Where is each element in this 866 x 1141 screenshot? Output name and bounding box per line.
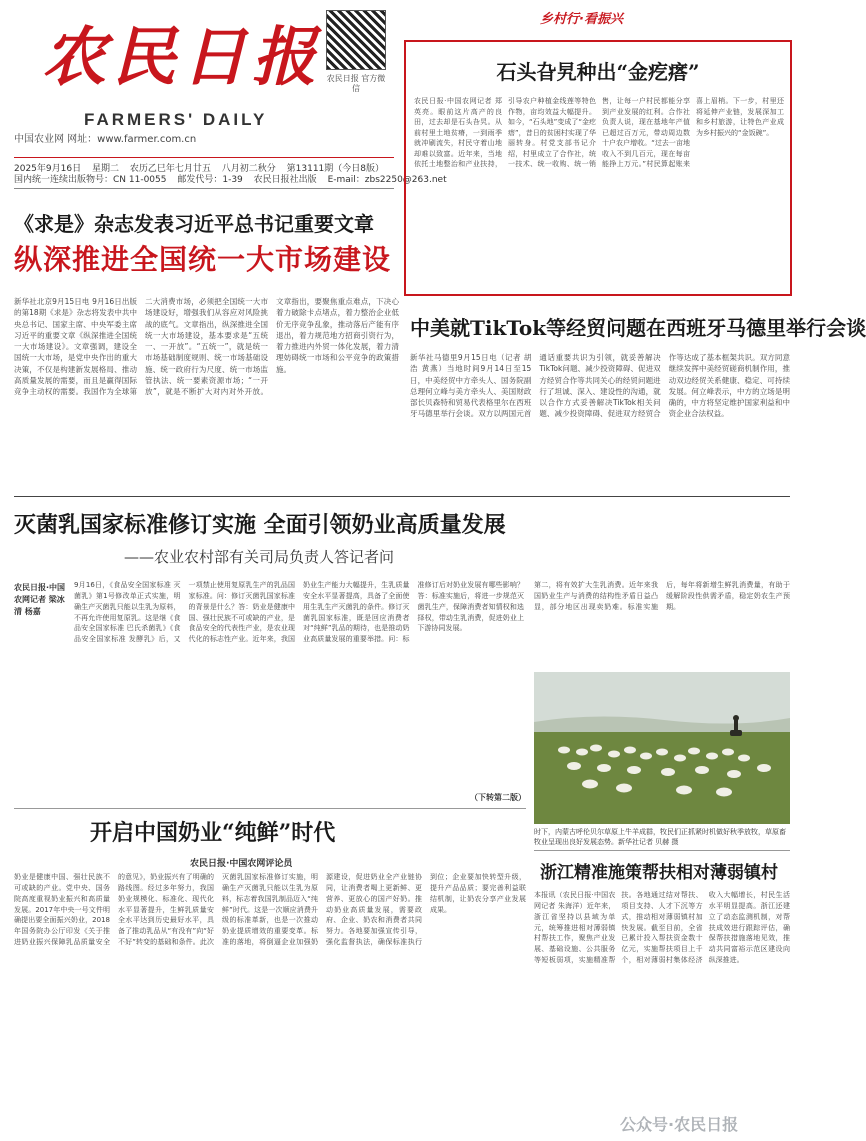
dairy-body-continued: 第二，将有效扩大生乳消费。近年来我国奶业生产与消费的结构性矛盾日益凸显，部分地区出现卖奶难。标准实施后，每年将新增生鲜乳消费量，有助于缓解阶段性供需矛盾，稳定奶农生产预期。 xyxy=(534,581,790,611)
website-line[interactable]: 中国农业网 网址：www.farmer.com.cn xyxy=(14,134,197,145)
issue-date: 2025年9月16日 xyxy=(14,164,82,174)
tiktok-headline[interactable]: 中美就TikTok等经贸问题在西班牙马德里举行会谈 xyxy=(410,316,866,340)
feature-article[interactable] xyxy=(404,40,792,296)
feature-title: 石头旮旯种出“金疙瘩” xyxy=(496,60,700,84)
newspaper-title: 农民日报 xyxy=(42,20,322,95)
issue-number: 第13111期（今日8版） xyxy=(286,164,384,174)
section-divider-2 xyxy=(14,808,526,809)
dairy-body: 9月16日，《食品安全国家标准 灭菌乳》第1号修改单正式实施，明确生产灭菌乳只能以生乳为原料，不再允许使用复原乳。这是继《食品安全国家标准 巴氏杀菌乳》《食品安全国家标准 发酵乳》后，又一项禁止使用复原乳生产的乳品国家标准。问：修订灭菌乳国家标准的背景是什么？答：奶业是健康中国、强壮民族不可或缺的产业，是食品安全的代表性产业，是农业现代化的标志性产业。近年来，我国奶业生产能力大幅提升，生乳质量安全水平显著提高，具备了全面使用生乳生产灭菌乳的条件。修订灭菌乳国家标准，既是回应消费者对“纯鲜”乳品的期待，也是推动奶业高质量发展的重要举措。问：标准修订后对奶业发展有哪些影响？答：标准实施后，将进一步规范灭菌乳生产，保障消费者知情权和选择权，带动生乳消费，促进奶业上下游协同发展。 xyxy=(74,581,524,644)
section-divider-3 xyxy=(534,850,790,851)
qr-code-icon xyxy=(326,10,386,70)
dairy-subtitle: ——农业农村部有关司局负责人答记者问 xyxy=(124,548,395,566)
lead-headline[interactable]: 纵深推进全国统一大市场建设 xyxy=(14,243,392,276)
continued-note: （下转第二版） xyxy=(470,793,526,802)
column-tag xyxy=(540,8,623,27)
zhejiang-headline[interactable]: 浙江精准施策帮扶相对薄弱镇村 xyxy=(540,863,778,883)
lunar-date: 农历乙巳年七月廿五 xyxy=(129,164,211,174)
commentary-byline: 农民日报·中国农网评论员 xyxy=(190,859,293,869)
publication-info xyxy=(14,172,447,189)
publisher: 农民日报社出版 xyxy=(253,175,317,185)
commentary-headline[interactable]: 开启中国奶业“纯鲜”时代 xyxy=(90,820,336,846)
dairy-byline: 农民日报·中国农网记者 梁冰清 杨嘉 xyxy=(14,583,66,616)
email[interactable]: E-mail：zbs2250@263.net xyxy=(327,175,447,185)
lead-subtitle: 《求是》杂志发表习近平总书记重要文章 xyxy=(14,212,374,236)
cn-code: 国内统一连续出版物号：CN 11-0055 xyxy=(14,175,167,185)
wechat-watermark: 公众号·农民日报 xyxy=(620,1115,739,1134)
commentary-body: 奶业是健康中国、强壮民族不可或缺的产业。党中央、国务院高度重视奶业振兴和高质量发展。2017年中央一号文件明确提出要全面振兴奶业，2018年国务院办公厅印发《关于推进奶业振兴保障乳品质量安全的意见》，奶业振兴有了明确的路线图。经过多年努力，我国奶业规模化、标准化、现代化水平显著提升，生鲜乳质量安全水平达到历史最好水平，具备了推动乳品从“有没有”向“好不好”转变的基础和条件。此次灭菌乳国家标准修订实施，明确生产灭菌乳只能以生乳为原料，标志着我国乳制品迈入“纯鲜”时代。这是一次顺应消费升级的标准革新，也是一次推动奶业提质增效的重要变革。标准的落地，将倒逼企业加强奶源建设，促进奶业全产业链协同，让消费者喝上更新鲜、更营养、更放心的国产好奶。推动奶业高质量发展，需要政府、企业、奶农和消费者共同努力。各地要加强宣传引导，强化监督执法，确保标准执行到位；企业要加快转型升级，提升产品品质；要完善利益联结机制，让奶农分享产业发展成果。 xyxy=(14,873,526,947)
sheep-flock-image xyxy=(534,672,790,824)
newspaper-title-en: FARMERS' DAILY xyxy=(84,110,268,129)
postal-code: 邮发代号：1-39 xyxy=(177,175,243,185)
qr1-caption: 农民日报 官方微信 xyxy=(326,74,386,93)
solar-term: 八月初二秋分 xyxy=(221,164,276,174)
masthead xyxy=(14,6,394,156)
lead-body: 新华社北京9月15日电 9月16日出版的第18期《求是》杂志将发表中共中央总书记、国家主席、中央军委主席习近平的重要文章《纵深推进全国统一大市场建设》。文章强调，建设全国统一大市场，是党中央作出的重大决策，不仅是构建新发展格局、推动高质量发展的需要，而且是赢得国际竞争主动权的需要。我国作为全球第二大消费市场，必须把全国统一大市场建设好，增强我们从容应对风险挑战的底气。文章指出，纵深推进全国统一大市场建设，基本要求是“五统一、一开放”。“五统一”，就是统一市场基础制度规则、统一市场基础设施、统一政府行为尺度、统一市场监管执法、统一要素资源市场；“一开放”，就是不断扩大对内对外开放。文章指出，要聚焦重点难点，下决心着力破除卡点堵点，着力整治企业低价无序竞争乱象，推动落后产能有序退出，着力规范地方招商引资行为，着力推进内外贸一体化发展，着力清理妨碍统一市场和公平竞争的政策措施。 xyxy=(14,297,399,396)
zhejiang-body: 本报讯（农民日报·中国农网记者 朱海洋）近年来，浙江省坚持以县域为单元，统筹推进相对薄弱镇村帮扶工作，聚焦产业发展、基础设施、公共服务等短板弱项，实施精准帮扶。各地通过结对帮扶、项目支持、人才下沉等方式，推动相对薄弱镇村加快发展。截至目前，全省已累计投入帮扶资金数十亿元，实施帮扶项目上千个，相对薄弱村集体经济收入大幅增长，村民生活水平明显提高。浙江还建立了动态监测机制，对帮扶成效进行跟踪评估，确保帮扶措施落地见效，推动共同富裕示范区建设向纵深推进。 xyxy=(534,891,790,965)
dairy-headline[interactable]: 灭菌乳国家标准修订实施 全面引领奶业高质量发展 xyxy=(14,512,506,538)
grassland-photo xyxy=(534,672,790,824)
section-divider xyxy=(14,496,790,497)
weekday: 星期二 xyxy=(91,164,119,174)
feature-body: 农民日报·中国农网记者 郑英亮。眼前这片高产的良田，过去却是石头旮旯。从前村里土地贫瘠，一到雨季就冲刷流失，村民守着山地却难以致富。近年来，当地依托土地整治和产业扶持，引导农户种植金线莲等特色作物，亩均效益大幅提升。如今，“石头地”变成了“金疙瘩”，昔日的贫困村实现了华丽转身。村党支部书记介绍，村里成立了合作社，统一技术、统一收购、统一销售，让每一户村民都能分享到产业发展的红利。合作社负责人说，现在基地年产值已超过百万元，带动周边数十户农户增收。“过去一亩地收入不到几百元，现在每亩能挣上万元。”村民算起账来喜上眉梢。下一步，村里还将延伸产业链，发展深加工和乡村旅游，让特色产业成为乡村振兴的“金饭碗”。 xyxy=(414,97,784,168)
column-tag-text: 乡村行·看振兴 xyxy=(540,12,623,27)
tiktok-body: 新华社马德里9月15日电（记者 胡浩 黄燕）当地时间9月14日至15日，中美经贸中方牵头人、国务院副总理何立峰与美方牵头人、美国财政部长贝森特和贸易代表格里尔在西班牙马德里举行会谈。双方以两国元首通话重要共识为引领，就妥善解决TikTok问题、减少投资障碍、促进双方经贸合作等共同关心的经贸问题进行了坦诚、深入、建设性的沟通，就以合作方式妥善解决TikTok相关问题、减少投资障碍、促进双方经贸合作等达成了基本框架共识。双方同意继续发挥中美经贸磋商机制作用，推动双边经贸关系健康、稳定、可持续发展。何立峰表示，中方的立场是明确的，中方将坚定维护国家利益和中资企业合法权益。 xyxy=(410,353,790,419)
photo-caption: 时下，内蒙古呼伦贝尔草原上牛羊成群，牧民们正抓紧时机做好秋季放牧，草原畜牧业呈现出良好发展态势。新华社记者 贝赫 摄 xyxy=(534,828,786,846)
